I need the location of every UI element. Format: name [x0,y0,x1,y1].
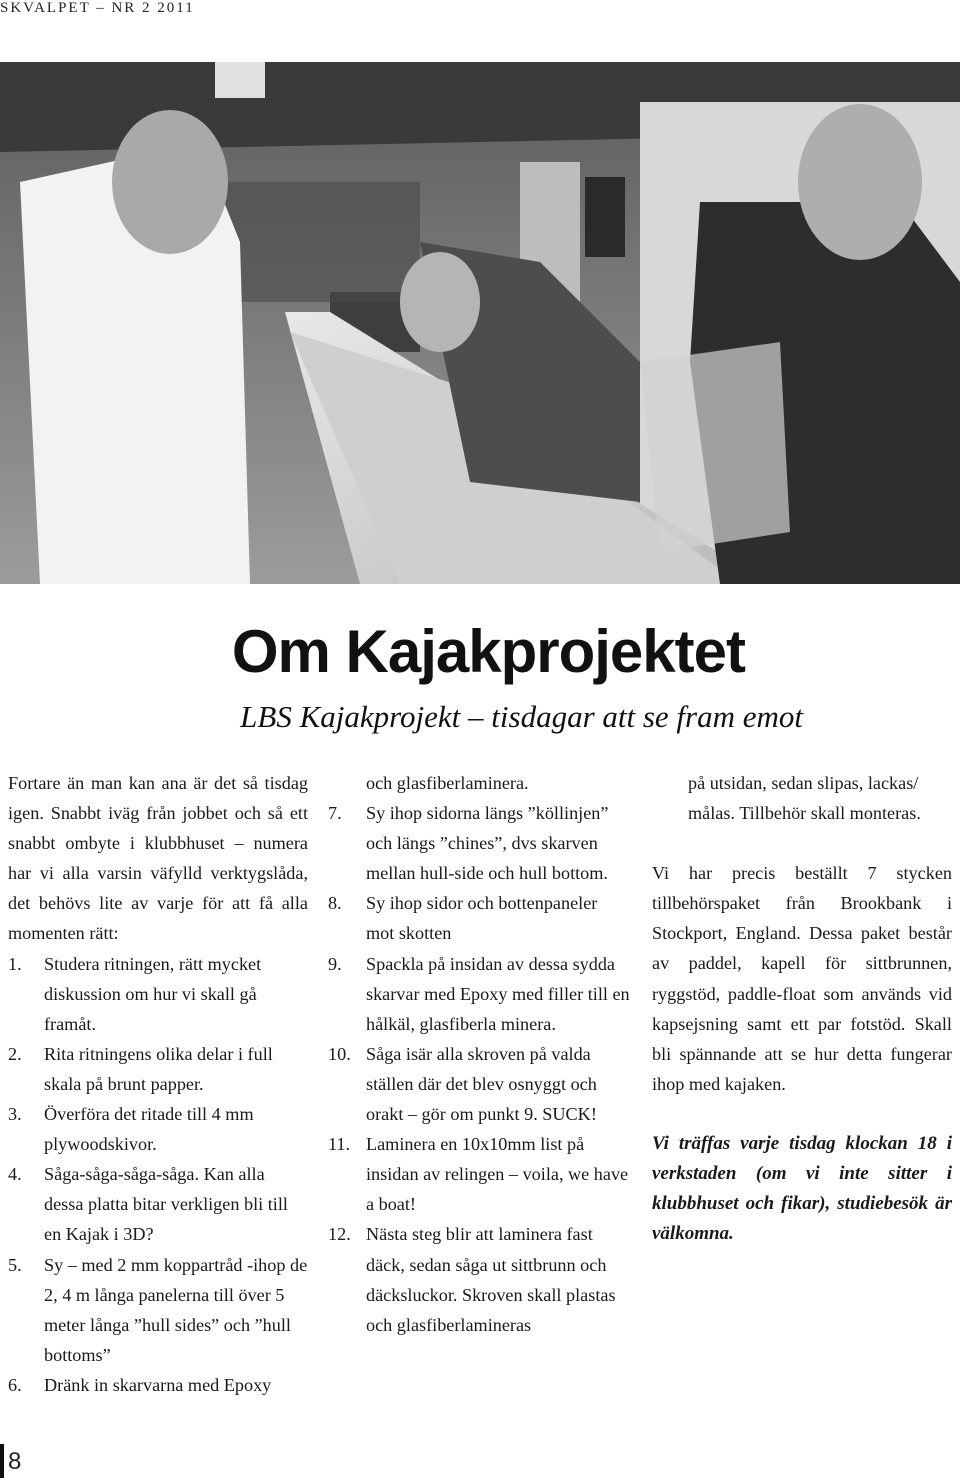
list-text: Sy ihop sidor och bottenpaneler mot skotten [366,893,598,944]
list-text: Dränk in skarvarna med Epoxy [44,1374,272,1395]
article-photo [0,62,960,584]
list-continuation: och glasfiberlaminera. [366,773,529,793]
list-text: Överföra det ritade till 4 mm plywoodskivor. [44,1104,254,1155]
column-1 [8,768,308,1400]
list-item [8,1250,308,1370]
list-text: Spackla på insidan av dessa sydda skarvar med Epoxy med filler till en hålkäl, glasfiberla minera. [366,953,630,1034]
list-item [8,1159,308,1249]
list-number: 2. [8,1043,22,1064]
article-title: Om Kajakprojektet [231,618,745,685]
column-2 [328,768,630,1340]
list-item [8,1099,308,1159]
list-number: 1. [8,953,22,974]
list-item [328,949,630,1039]
list-text: Såga isär alla skroven på valda ställen där det blev osnyggt och orakt – gör om punkt 9. SUCK! [366,1043,597,1125]
invitation-paragraph: Vi träffas varje tisdag klockan 18 i verkstaden (om vi inte sitter i klubbhuset och fikar), studiebesök är välkomna. [652,1132,952,1245]
list-number: 7. [328,803,342,824]
list-text: Rita ritningens olika delar i full skala på brunt papper. [44,1043,273,1094]
column-3 [652,768,952,1249]
list-continuation: på utsidan, sedan slipas, lackas/ målas. Tillbehör skall monteras. [688,773,921,824]
list-text: Studera ritningen, rätt mycket diskussion om hur vi skall gå framåt. [44,953,262,1034]
list-number: 11. [328,1134,351,1155]
list-number: 5. [8,1254,22,1275]
list-number: 9. [328,953,342,974]
list-item [8,1039,308,1099]
list-item [328,888,630,948]
order-paragraph: Vi har precis beställt 7 stycken tillbehörspaket från Brookbank i Stockport, England. Dessa paket består av paddel, kapell för sittbrunnen, ryggstöd, paddle-float som används vid kapsejsning samt ett par fotstöd. Skall bli spännande att se hur detta fungerar ihop med kajaken. [652,863,952,1094]
list-text: Nästa steg blir att laminera fast däck, sedan såga ut sittbrunn och däcksluckor. Skroven skall plastas och glasfiberlamineras [366,1224,616,1335]
list-text: Sy – med 2 mm koppartråd -ihop de 2, 4 m långa panelerna till över 5 meter långa ”hull sides” och ”hull bottoms” [44,1254,308,1365]
workshop-photo [0,62,960,584]
list-number: 10. [328,1043,351,1064]
page-rule [0,1444,4,1478]
list-item [8,1370,308,1400]
list-number: 8. [328,893,342,914]
list-text: Sy ihop sidorna längs ”köllinjen” och längs ”chines”, dvs skarven mellan hull-side och hull bottom. [366,803,609,884]
list-item [328,1219,630,1339]
list-item [8,949,308,1039]
list-item [328,798,630,888]
list-number: 6. [8,1374,22,1395]
list-item [328,1039,630,1129]
article-subtitle: LBS Kajakprojekt – tisdagar att se fram emot [240,699,803,734]
list-number: 12. [328,1224,351,1245]
list-text: Såga-såga-såga-såga. Kan alla dessa platta bitar verkligen bli till en Kajak i 3D? [44,1164,288,1245]
page-number: 8 [8,1448,22,1475]
list-number: 4. [8,1164,22,1185]
list-item [328,1129,630,1219]
running-head: SKVALPET – NR 2 2011 [0,0,195,16]
list-number: 3. [8,1104,22,1125]
list-text: Laminera en 10x10mm list på insidan av relingen – voila, we have a boat! [366,1134,629,1215]
intro-paragraph: Fortare än man kan ana är det så tisdag igen. Snabbt iväg från jobbet och så ett snabbt ombyte i klubbhuset – numera har vi alla varsin väfylld verktygslåda, det behövs lite av varje för att få alla momenten rätt: [8,773,308,944]
